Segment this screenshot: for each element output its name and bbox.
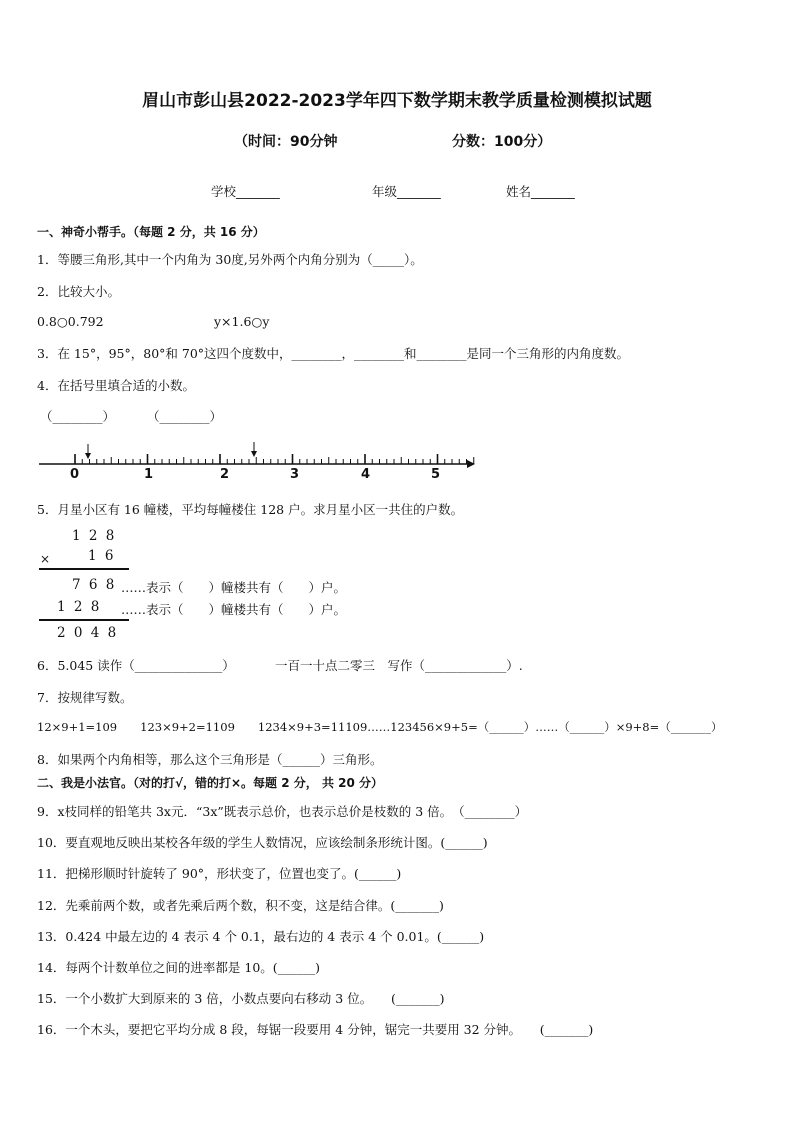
question-2-part-a: 0.8○0.792: [37, 314, 104, 329]
calc-multiplicand: 1 2 8: [72, 528, 117, 544]
calc-partial-2: 1 2 8: [57, 599, 102, 615]
multiply-sign-icon: ×: [40, 552, 51, 566]
number-line-label-1: 1: [144, 467, 154, 482]
section-heading-2: 二、我是小法官。（对的打√，错的打×。每题 2 分， 共 20 分）: [37, 776, 383, 790]
question-3: 3．在 15°，95°，80°和 70°这四个度数中，________，________和________是同一个三角形的内角度数。: [37, 346, 630, 361]
question-15: 15．一个小数扩大到原来的 3 倍，小数点要向右移动 3 位。 (_______): [37, 991, 445, 1006]
school-field[interactable]: 学校_______: [211, 184, 280, 199]
calc-line-1: [39, 568, 129, 570]
question-6-part-a: 6．5.045 读作（______________）: [37, 658, 235, 673]
question-13: 13．0.424 中最左边的 4 表示 4 个 0.1，最右边的 4 表示 4 个 0.01。(______): [37, 929, 485, 944]
marker-arrowhead-2-icon: [251, 451, 257, 457]
question-9: 9．x枝同样的铅笔共 3x元．“3x”既表示总价，也表示总价是枝数的 3 倍。 （________）: [37, 804, 528, 819]
question-4: 4．在括号里填合适的小数。: [37, 378, 195, 393]
exam-time: （时间：90分钟: [234, 134, 338, 150]
number-line-label-0: 0: [70, 467, 80, 482]
question-7-pattern: 12×9+1=109 123×9+2=1109 1234×9+3=11109……123456×9+5=（______）……（______）×9+8=（_______）: [37, 720, 723, 734]
calc-line-2: [39, 619, 129, 621]
page-title: 眉山市彭山县2022-2023学年四下数学期末教学质量检测模拟试题: [142, 91, 652, 111]
exam-score: 分数：100分）: [452, 134, 552, 150]
grade-field[interactable]: 年级_______: [372, 184, 441, 199]
calc-multiplier: 1 6: [88, 548, 116, 564]
number-line: [35, 438, 480, 488]
question-2: 2．比较大小。: [37, 284, 120, 299]
question-1: 1．等腰三角形,其中一个内角为 30度,另外两个内角分别为（_____）。: [37, 252, 423, 267]
name-field[interactable]: 姓名_______: [506, 184, 575, 199]
question-8: 8．如果两个内角相等，那么这个三角形是（______）三角形。: [37, 752, 383, 767]
number-line-label-4: 4: [361, 467, 371, 482]
calc-partial-2-note: ……表示（ ）幢楼共有（ ）户。: [121, 602, 347, 617]
calc-result: 2 0 4 8: [57, 625, 119, 641]
number-line-ticks: [75, 454, 474, 464]
section-heading-1: 一、神奇小帮手。（每题 2 分，共 16 分）: [37, 225, 265, 239]
question-5: 5．月星小区有 16 幢楼，平均每幢楼住 128 户。求月星小区一共住的户数。: [37, 502, 464, 517]
question-7: 7．按规律写数。: [37, 690, 133, 705]
question-6-part-b: 一百一十点二零三 写作（_____________）.: [275, 658, 523, 673]
question-11: 11．把梯形顺时针旋转了 90°，形状变了，位置也变了。(______): [37, 866, 402, 881]
question-2-part-b: y×1.6○y: [214, 314, 270, 329]
question-10: 10．要直观地反映出某校各年级的学生人数情况，应该绘制条形统计图。(______): [37, 835, 488, 850]
marker-arrowhead-1-icon: [85, 453, 91, 459]
number-line-label-5: 5: [431, 467, 441, 482]
number-line-label-3: 3: [290, 467, 300, 482]
calc-partial-1: 7 6 8: [72, 577, 117, 593]
question-16: 16．一个木头，要把它平均分成 8 段，每锯一段要用 4 分钟，锯完一共要用 32 分钟。 (_______): [37, 1022, 594, 1037]
question-12: 12．先乘前两个数，或者先乘后两个数，积不变，这是结合律。(_______): [37, 898, 444, 913]
question-4-blank-1[interactable]: （________）: [40, 409, 116, 424]
number-line-label-2: 2: [220, 467, 230, 482]
question-14: 14．每两个计数单位之间的进率都是 10。(______): [37, 960, 321, 975]
question-4-blank-2[interactable]: （________）: [147, 409, 223, 424]
calc-partial-1-note: ……表示（ ）幢楼共有（ ）户。: [121, 580, 347, 595]
